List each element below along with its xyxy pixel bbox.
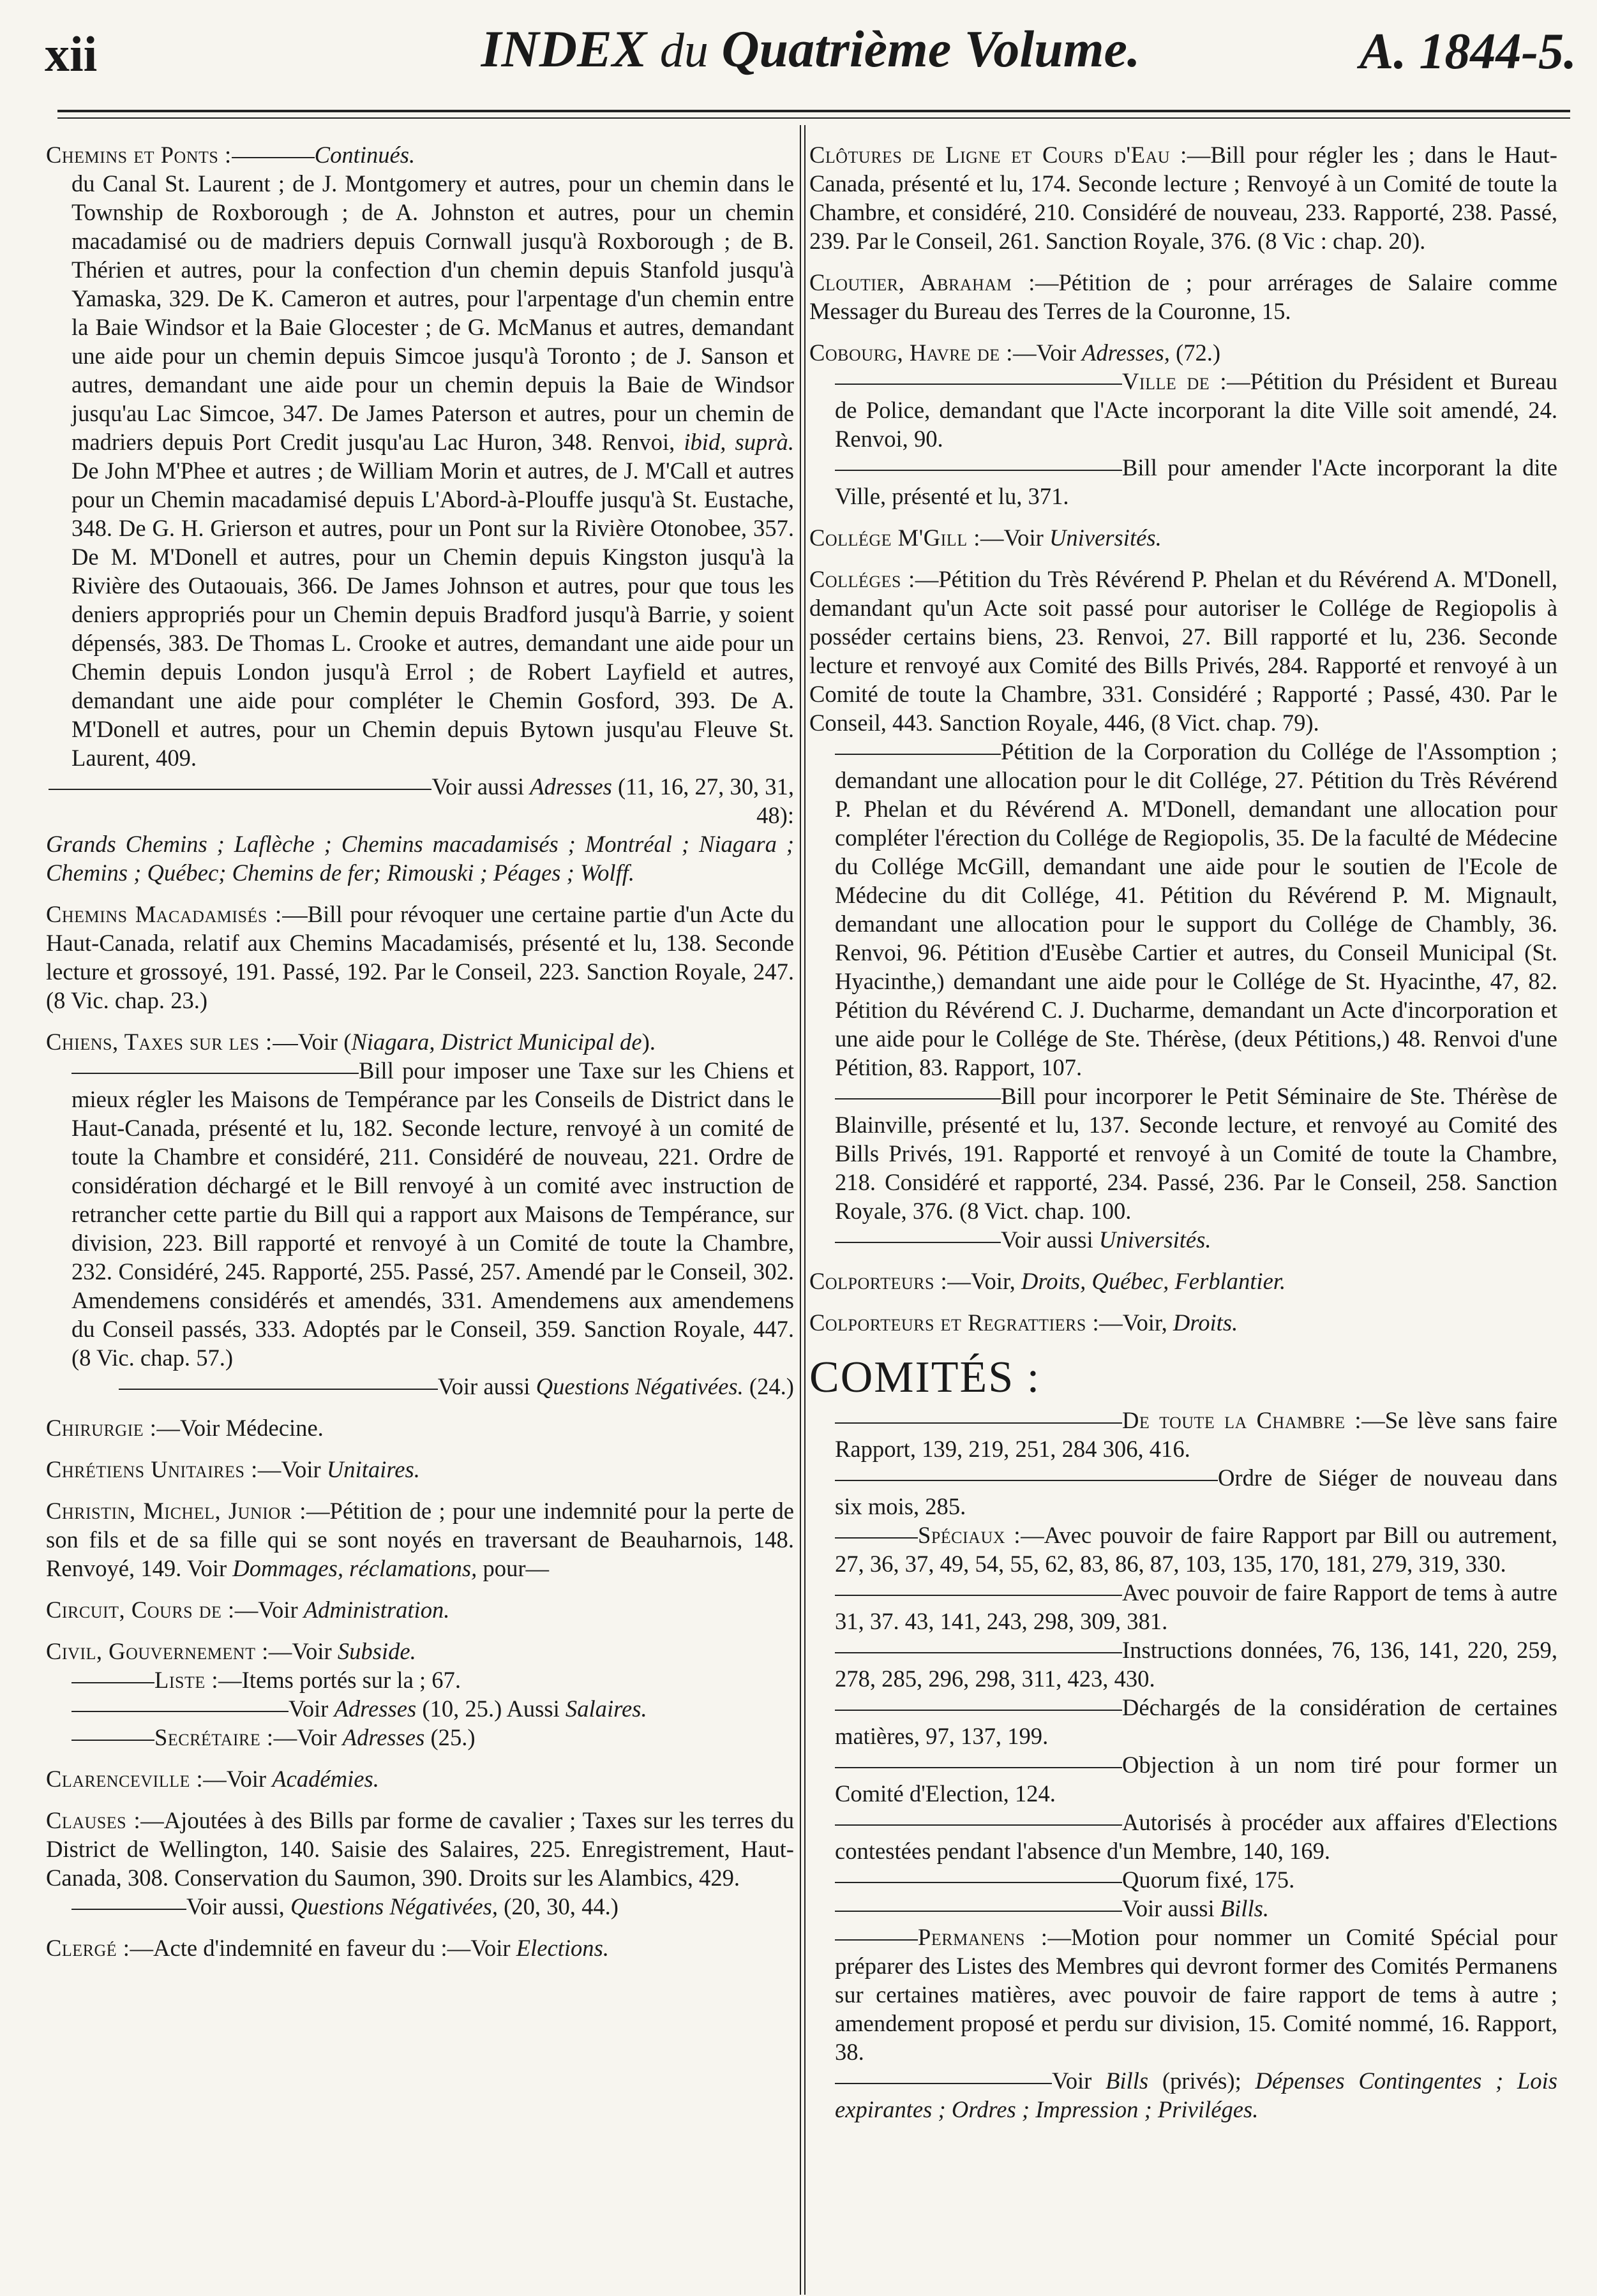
left-column xyxy=(46,140,794,1975)
entry-head: Cobourg, Havre de : xyxy=(809,339,1013,366)
dash-rule xyxy=(282,916,308,918)
dash-rule xyxy=(835,470,1122,471)
entry-head: Clergé : xyxy=(46,1935,130,1961)
sub-text: Autorisés à procéder aux affaires d'Elections contestées pendant l'absence d'un Membre, 140, 169. xyxy=(835,1809,1557,1864)
entry-italic: Administration. xyxy=(303,1597,450,1623)
voir-italic: Adresses xyxy=(334,1696,417,1722)
voir-list: Grands Chemins ; Laflèche ; Chemins macadamisés ; Montréal ; Niagara ; Chemins ; Québec; Chemins de fer; Rimouski ; Péages ; Wolff. xyxy=(46,831,794,886)
entry-christin: Christin, Michel, Junior :—Pétition de ; pour une indemnité pour la perte de son fils et de sa fille qui se sont noyés en traversant de Beauharnois, 148. Renvoyé, 149. Voir Dommages, réclamations, pour— xyxy=(46,1498,794,1581)
voir-italic: Adresses xyxy=(530,773,612,800)
sub-head: Secrétaire : xyxy=(154,1724,274,1750)
entry-italic: Elections. xyxy=(516,1935,609,1961)
sub-nums: (25.) xyxy=(430,1724,476,1750)
sub-head: Permanens : xyxy=(918,1924,1048,1950)
voir-italic: Universités. xyxy=(1098,1226,1211,1253)
entry-italic: Subside. xyxy=(337,1638,416,1664)
entry-college-mcgill: Collége M'Gill :—Voir Universités. xyxy=(809,525,1162,551)
entry-text: Voir xyxy=(1003,525,1044,551)
entry-head: Chrétiens Unitaires : xyxy=(46,1456,258,1482)
entry-chemins-macadamises xyxy=(46,900,794,1015)
sub-text: Avec pouvoir de faire Rapport par Bill ou autrement, 27, 36, 37, 49, 54, 55, 62, 83, 86, 87, 103, 135, 170, 181, 279, 319, 330. xyxy=(835,1522,1557,1577)
sub-text: Ordre de Siéger de nouveau dans six mois, 285. xyxy=(835,1465,1557,1519)
dash-rule xyxy=(835,2083,1052,2084)
right-column xyxy=(809,140,1557,2136)
sub-head: De toute la Chambre : xyxy=(1122,1407,1362,1433)
title-rest: Quatrième Volume. xyxy=(721,20,1141,78)
entry-italic: Universités. xyxy=(1049,525,1162,551)
page-header xyxy=(45,19,1577,96)
entry-head: Clarenceville : xyxy=(46,1766,204,1792)
column-divider-right xyxy=(804,125,806,2295)
entry-clotures: Clôtures de Ligne et Cours d'Eau :—Bill pour régler les ; dans le Haut-Canada, présenté et lu, 174. Seconde lecture ; Renvoyé à un Comité de toute la Chambre, et considéré, 210. Considéré de nouveau, 233. Rapporté, 238. Passé, 239. Par le Conseil, 261. Sanction Royale, 376. (8 Vic : chap. 20). xyxy=(809,142,1557,254)
entry-clauses: Clauses :—Ajoutées à des Bills par forme de cavalier ; Taxes sur les terres du District de Wellington, 140. Saisie des Salaires, 225. Enregistrement, Haut-Canada, 308. Conservation du Saumon, 390. Droits sur les Alambics, 429. Voir aussi, Questions Négativées, (20, 30, 44.) xyxy=(46,1807,794,1920)
entry-italic: Adresses, xyxy=(1082,339,1170,366)
voir-italic: Questions Négativées. xyxy=(536,1373,744,1399)
entry-civil: Civil, Gouvernement :—Voir Subside. Liste :—Items portés sur la ; 67. Voir Adresses (10, 25.) Aussi Salaires. Secrétaire :—Voir Adresses (25.) xyxy=(46,1638,647,1750)
voir-end: ). xyxy=(641,1029,656,1055)
sub-text: Objection à un nom tiré pour former un Comité d'Election, 124. xyxy=(835,1752,1557,1807)
entry-body: Pétition de ; pour une indemnité pour la perte de son fils et de sa fille qui se sont noyés en traversant de Beauharnois, 148. Renvoyé, 149. Voir xyxy=(46,1498,794,1581)
dash-rule xyxy=(835,1595,1122,1596)
dash-rule xyxy=(835,1767,1122,1768)
voir-list: Dépenses Contingentes ; Lois expirantes ; Ordres ; Impression ; Priviléges. xyxy=(835,2068,1557,2122)
entry-text: Acte d'indemnité en faveur du :—Voir xyxy=(153,1935,511,1961)
dash-rule xyxy=(49,789,431,790)
entry-italic: Dommages, réclamations, xyxy=(232,1555,477,1581)
entry-head: Cloutier, Abraham : xyxy=(809,269,1035,295)
dash-rule xyxy=(835,1939,918,1941)
voir-italic: Questions Négativées, xyxy=(290,1893,499,1920)
entry-clarenceville: Clarenceville :—Voir Académies. xyxy=(46,1766,379,1792)
voir-label: Voir xyxy=(289,1696,329,1722)
entry-chemins-et-ponts xyxy=(46,140,794,887)
sub-text: Motion pour nommer un Comité Spécial pour préparer des Listes des Membres qui devront former des Comités Permanens sur certaines matières, avec pouvoir de faire rapport de tems à autre ; amendement proposé et perdu sur division, 15. Comité nommé, 16. Rapport, 38. xyxy=(835,1924,1557,2065)
dash-rule xyxy=(273,1044,298,1045)
entry-colporteurs: Colporteurs :—Voir, Droits, Québec, Ferblantier. xyxy=(809,1268,1286,1294)
voir-label: Voir aussi xyxy=(1122,1895,1215,1921)
voir-italic: Bills. xyxy=(1220,1895,1270,1921)
entry-text: Voir xyxy=(292,1638,332,1664)
dash-rule xyxy=(835,1537,918,1539)
voir-mid: (privés); xyxy=(1162,2068,1241,2094)
entry-text: Voir, xyxy=(970,1268,1016,1294)
section-title-comites: COMITÉS : xyxy=(809,1353,1041,1402)
voir-label: Voir ( xyxy=(297,1029,352,1055)
entry-head: Christin, Michel, Junior : xyxy=(46,1498,306,1524)
voir-nums: (11, 16, 27, 30, 31, 48): xyxy=(617,773,794,828)
entry-body: Ajoutées à des Bills par forme de cavalier ; Taxes sur les terres du District de Wellington, 140. Saisie des Salaires, 225. Enregistrement, Haut-Canada, 308. Conservation du Saumon, 390. Droits sur les Alambics, 429. xyxy=(46,1807,794,1891)
entry-head: Colléges : xyxy=(809,566,915,592)
sub-italic: Adresses xyxy=(342,1724,425,1750)
entry-comites: COMITÉS : De toute la Chambre :—Se lève sans faire Rapport, 139, 219, 251, 284 306, 416. Ordre de Siéger de nouveau dans six mois, 285. Spéciaux :—Avec pouvoir de faire Rapport par Bill ou autrement, 27, 36, 37, 49, 54, 55, 62, 83, 86, 87, 103, 135, 170, 181, 279, 319, 330. Avec pouvoir de faire Rapport de tems à autre 31, 37. 43, 141, 243, 298, 309, 381. Instructions données, 76, 136, 141, 220, 259, 278, 285, 296, 298, 311, 423, 430. Déchargés de la considération de certaines matières, 97, 137, 199. Objection à un nom tiré pour former un Comité d'Election, 124. Autorisés à procéder aux affaires d'Elections contestées pendant l'absence d'un Membre, 140, 169. Quorum fixé, 175. Voir aussi Bills. Permanens :—Motion pour nommer un Comité Spécial pour préparer des Listes des Membres qui devront former des Comités Permanens sur certaines matières, avec pouvoir de faire rapport de tems à autre ; amendement proposé et perdu sur division, 15. Comité nommé, 16. Rapport, 38. Voir Bills (privés); Dépenses Contingentes ; Lois expirantes ; Ordres ; Impression ; Priviléges. xyxy=(809,1350,1557,2124)
sub-head: Spéciaux : xyxy=(918,1522,1021,1548)
dash-rule xyxy=(119,1389,438,1390)
dash-rule xyxy=(835,384,1122,385)
entry-italic: Unitaires. xyxy=(326,1456,420,1482)
sub-text: Se lève sans faire Rapport, 139, 219, 251, 284 306, 416. xyxy=(835,1407,1558,1462)
voir-label: Voir aussi, xyxy=(186,1893,285,1920)
dash-rule xyxy=(71,1909,186,1910)
entry-chretiens-unitaires: Chrétiens Unitaires :—Voir Unitaires. xyxy=(46,1456,420,1482)
entry-text: Voir Médecine. xyxy=(180,1415,324,1441)
entry-head: Chemins et Ponts : xyxy=(46,142,232,168)
dash-rule xyxy=(71,1711,289,1712)
sub-text: Avec pouvoir de faire Rapport de tems à autre 31, 37. 43, 141, 243, 298, 309, 381. xyxy=(835,1579,1557,1634)
entry-head: Clauses : xyxy=(46,1807,141,1833)
dash-rule xyxy=(71,1740,154,1741)
title-main: INDEX xyxy=(481,20,647,78)
voir-italic-2: Salaires. xyxy=(565,1696,647,1722)
sub-petition: Pétition de la Corporation du Collége de l'Assomption ; demandant une allocation pour le dit Collége, 27. Pétition du Très Révérend P. Phelan et du Révérend A. M'Donell, demandant une allocation pour compléter l'érection du Collége de Regiopolis, 35. De la faculté de Médecine du Collége McGill, demandant une aide pour le soutien de l'Ecole de Médecine du dit Collége, 41. Pétition du Révérend P. M. Mignault, demandant une allocation pour le support du Collége de Chambly, 36. Renvoi, 96. Pétition d'Eusèbe Cartier et autres, du Conseil Municipal (St. Hyacinthe,) demandant une aide pour le Collége de St. Hyacinthe, 47, 82. Pétition du Révérend C. J. Ducharme, demandant un Acte d'incorporation et une aide pour le Collége de Ste. Thérèse, (deux Pétitions,) 48. Renvoi d'une Pétition, 83. Rapport, 107. xyxy=(835,738,1557,1080)
dash-rule xyxy=(835,1652,1122,1653)
sub-text: Instructions données, 76, 136, 141, 220, 259, 278, 285, 296, 298, 311, 423, 430. xyxy=(835,1637,1557,1692)
entry-nums: (72.) xyxy=(1176,339,1221,366)
voir-label: Voir aussi xyxy=(431,773,524,800)
entry-cloutier: Cloutier, Abraham :—Pétition de ; pour arrérages de Salaire comme Messager du Bureau des Terres de la Couronne, 15. xyxy=(809,269,1557,324)
entry-end: pour— xyxy=(483,1555,550,1581)
entry-head: Clôtures de Ligne et Cours d'Eau : xyxy=(809,142,1187,168)
dash-rule xyxy=(835,1480,1218,1481)
entry-bill: Bill pour imposer une Taxe sur les Chiens et mieux régler les Maisons de Tempérance par les Conseils de District dans le Haut-Canada, présenté et lu, 182. Seconde lecture, renvoyé à un comité de toute la Chambre et considéré, 211. Considéré de nouveau, 221. Ordre de considération déchargé et le Bill renvoyé à un comité avec instruction de retrancher cette partie du Bill qui a rapport aux Maisons de Tempérance, sur division, 223. Bill rapporté et renvoyé à un Comité de toute la Chambre, 232. Considéré, 245. Rapporté, 255. Passé, 257. Amendé par le Conseil, 302. Amendemens considérés et amendés, 331. Amendemens aux amendemens du Conseil passés, 333. Adoptés par le Conseil, 359. Sanction Royale, 447. (8 Vic. chap. 57.) xyxy=(71,1057,794,1371)
entry-chirurgie: Chirurgie :—Voir Médecine. xyxy=(46,1415,324,1441)
dash-rule xyxy=(835,754,1001,755)
entry-italic: Droits. xyxy=(1173,1309,1238,1336)
header-rule-thin xyxy=(57,117,1570,119)
entry-head: Circuit, Cours de : xyxy=(46,1597,235,1623)
running-title xyxy=(45,19,1577,79)
dash-rule xyxy=(835,1098,1001,1100)
entry-text: Voir xyxy=(258,1597,298,1623)
voir-nums: (24.) xyxy=(749,1373,794,1399)
entry-head: Chiens, Taxes sur les : xyxy=(46,1029,273,1055)
voir-nums: (20, 30, 44.) xyxy=(504,1893,619,1920)
dash-rule xyxy=(835,1710,1122,1711)
dash-rule xyxy=(71,1682,154,1683)
dash-rule xyxy=(71,1073,359,1074)
header-rule-thick xyxy=(57,110,1570,112)
sub-head: Ville de : xyxy=(1122,368,1227,394)
sub-bill: Bill pour amender l'Acte incorporant la dite Ville, présenté et lu, 371. xyxy=(835,454,1557,509)
column-divider-left xyxy=(800,125,801,2295)
voir-label: Voir aussi xyxy=(1001,1226,1093,1253)
entry-colleges: Colléges :—Pétition du Très Révérend P. Phelan et du Révérend A. M'Donell, demandant qu'un Acte soit passé pour autoriser le Collége de Regiopolis à posséder certains biens, 23. Renvoi, 27. Bill rapporté et lu, 236. Seconde lecture et renvoyé aux Comité des Bills Privés, 284. Rapporté et renvoyé à un Comité de toute la Chambre, 331. Considéré ; Rapporté ; Passé, 430. Par le Conseil, 443. Sanction Royale, 446, (8 Vict. chap. 79). Pétition de la Corporation du Collége de l'Assomption ; demandant une allocation pour le dit Collége, 27. Pétition du Très Révérend P. Phelan et du Révérend A. M'Donell, demandant une allocation pour compléter l'érection du Collége de Regiopolis, 35. De la faculté de Médecine du Collége McGill, demandant une aide pour le soutien de l'Ecole de Médecine du dit Collége, 41. Pétition du Révérend P. M. Mignault, demandant une allocation pour le support du Collége de Chambly, 36. Renvoi, 96. Pétition d'Eusèbe Cartier et autres, du Conseil Municipal (St. Hyacinthe,) demandant une aide pour le Collége de St. Hyacinthe, 47, 82. Pétition du Révérend C. J. Ducharme, demandant un Acte d'incorporation et une aide pour le Collége de Ste. Thérèse, (deux Pétitions,) 48. Renvoi d'une Pétition, 83. Rapport, 107. Bill pour incorporer le Petit Séminaire de Ste. Thérèse de Blainville, présenté et lu, 137. Seconde lecture, et renvoyé au Comité des Bills Privés, 191. Rapporté et renvoyé à un Comité de toute la Chambre, 218. Considéré et rapporté, 234. Passé, 236. Par le Conseil, 258. Sanction Royale, 376. (8 Vict. chap. 100. Voir aussi Universités. xyxy=(809,566,1557,1253)
dash-rule xyxy=(835,1911,1122,1912)
entry-clerge: Clergé :—Acte d'indemnité en faveur du :—Voir Elections. xyxy=(46,1935,609,1961)
entry-body: Bill pour régler les ; dans le Haut-Canada, présenté et lu, 174. Seconde lecture ; Renvoyé à un Comité de toute la Chambre, et considéré, 210. Considéré de nouveau, 233. Rapporté, 238. Passé, 239. Par le Conseil, 261. Sanction Royale, 376. (8 Vic : chap. 20). xyxy=(809,142,1557,254)
sub-text: Quorum fixé, 175. xyxy=(1122,1867,1295,1893)
sub-text: Déchargés de la considération de certaines matières, 97, 137, 199. xyxy=(835,1694,1557,1749)
entry-head: Colporteurs : xyxy=(809,1268,948,1294)
dash-rule xyxy=(835,1422,1122,1424)
page-number: xii xyxy=(45,26,98,82)
sub-head: Liste : xyxy=(154,1667,219,1693)
entry-head: Chirurgie : xyxy=(46,1415,157,1441)
entry-body: du Canal St. Laurent ; de J. Montgomery et autres, pour un chemin dans le Township de Roxborough ; de A. Johnston et autres, pour un chemin macadamisé ou de madriers depuis Cornwall jusqu'à Roxborough ; de B. Thérien et autres, pour la confection d'un chemin depuis Stanfold jusqu'à Yamaska, 329. De K. Cameron et autres, pour l'arpentage d'un chemin entre la Baie Windsor et la Baie Glocester ; de G. McManus et autres, demandant une aide pour un chemin depuis Simcoe jusqu'à Toronto ; de J. Sanson et autres, demandant une aide pour un chemin depuis la Baie de Windsor jusqu'au Lac Simcoe, 347. De James Paterson et autres, pour un chemin de madriers depuis Port Credit jusqu'au Lac Huron, 348. Renvoi, xyxy=(71,170,794,455)
entry-text: Voir, xyxy=(1122,1309,1167,1336)
entry-italic: Droits, Québec, Ferblantier. xyxy=(1021,1268,1286,1294)
entry-body: Pétition du Très Révérend P. Phelan et du Révérend A. M'Donell, demandant qu'un Acte soit passé pour autoriser le Collége de Regiopolis à posséder certains biens, 23. Renvoi, 27. Bill rapporté et lu, 236. Seconde lecture et renvoyé aux Comité des Bills Privés, 284. Rapporté et renvoyé à un Comité de toute la Chambre, 331. Considéré ; Rapporté ; Passé, 430. Par le Conseil, 443. Sanction Royale, 446, (8 Vict. chap. 79). xyxy=(809,566,1557,736)
voir-label: Voir xyxy=(1052,2068,1092,2094)
voir-italic: Niagara, District Municipal de xyxy=(351,1029,642,1055)
entry-circuit: Circuit, Cours de :—Voir Administration. xyxy=(46,1597,450,1623)
entry-head: Civil, Gouvernement : xyxy=(46,1638,269,1664)
entry-body-italic: ibid, suprà. xyxy=(684,429,794,455)
entry-cobourg: Cobourg, Havre de :—Voir Adresses, (72.) Ville de :—Pétition du Président et Bureau de Police, demandant que l'Acte incorporant la dite Ville soit amendé, 24. Renvoi, 90. Bill pour amender l'Acte incorporant la dite Ville, présenté et lu, 371. xyxy=(809,339,1557,509)
entry-chiens xyxy=(46,1027,794,1401)
dash-rule xyxy=(835,1882,1122,1883)
entry-body-cont: De John M'Phee et autres ; de William Morin et autres, de J. M'Call et autres pour un Chemin macadamisé depuis L'Abord-à-Plouffe jusqu'à St. Eustache, 348. De G. H. Grierson et autres, pour un Pont sur la Rivière Otonobee, 357. De M. M'Donell et autres, pour un Chemin depuis Kingston jusqu'à la Rivière des Outaouais, 366. De James Johnson et autres, pour que tous les deniers appropriés pour un Chemin depuis Bradford jusqu'à Barrie, y soient dépensés, 383. De Thomas L. Crooke et autres, demandant une aide pour un Chemin depuis London jusqu'à Errol ; de Robert Layfield et autres, demandant une aide pour compléter le Chemin Gosford, 393. De A. M'Donell et autres, pour un Chemin depuis Bytown jusqu'au Fleuve St. Laurent, 409. xyxy=(71,458,794,771)
sub-text: Pétition du Président et Bureau de Police, demandant que l'Acte incorporant la dite Ville soit amendé, 24. Renvoi, 90. xyxy=(835,368,1557,452)
dash-rule xyxy=(835,1242,1001,1243)
entry-colporteurs-regrattiers: Colporteurs et Regrattiers :—Voir, Droits. xyxy=(809,1309,1238,1336)
voir-italic: Bills xyxy=(1106,2068,1149,2094)
entry-head: Collége M'Gill : xyxy=(809,525,980,551)
entry-head: Colporteurs et Regrattiers : xyxy=(809,1309,1100,1336)
title-du: du xyxy=(659,24,709,77)
dash-rule xyxy=(835,1824,1122,1826)
sub-bill: Bill pour incorporer le Petit Séminaire de Ste. Thérèse de Blainville, présenté et lu, 137. Seconde lecture, et renvoyé au Comité des Bills Privés, 191. Rapporté et renvoyé à un Comité de toute la Chambre, 218. Considéré et rapporté, 234. Passé, 236. Par le Conseil, 258. Sanction Royale, 376. (8 Vict. chap. 100. xyxy=(835,1083,1557,1224)
entry-text: Voir xyxy=(281,1456,321,1482)
entry-text: Voir xyxy=(1036,339,1076,366)
entry-head-italic: Continués. xyxy=(314,142,416,168)
sub-text: Voir xyxy=(297,1724,337,1750)
entry-body: Pétition de ; pour arrérages de Salaire comme Messager du Bureau des Terres de la Couronne, 15. xyxy=(809,269,1557,324)
voir-nums: (10, 25.) Aussi xyxy=(422,1696,560,1722)
dash-rule xyxy=(232,157,315,158)
entry-body: Bill pour révoquer une certaine partie d'un Acte du Haut-Canada, relatif aux Chemins Macadamisés, présenté et lu, 138. Seconde lecture et grossoyé, 191. Passé, 192. Par le Conseil, 223. Sanction Royale, 247. (8 Vic. chap. 23.) xyxy=(46,901,794,1013)
entry-text: Voir xyxy=(226,1766,267,1792)
sub-text: Items portés sur la ; 67. xyxy=(241,1667,461,1693)
entry-italic: Académies. xyxy=(272,1766,379,1792)
entry-head: Chemins Macadamisés : xyxy=(46,901,282,927)
year-label: A. 1844-5. xyxy=(1360,24,1577,80)
voir-label: Voir aussi xyxy=(437,1373,530,1399)
